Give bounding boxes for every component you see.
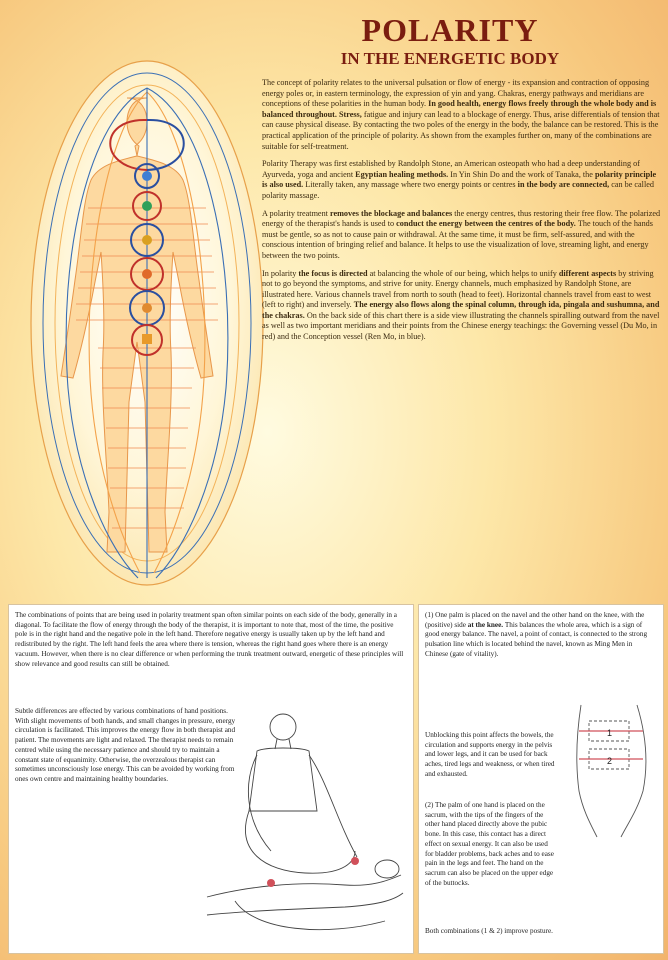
text-segment: The navel, a point of contact, is connected to the strong pulsation line which is located behind the navel, known as Ming Men in Chinese (gate of vitality). bbox=[425, 630, 648, 658]
text-segment: Energy channels, much emphasized by Randolph Stone, are illustrated here. Various channels travel from north to south (head to feet). Horizontal channels travel from east to west (left to right) and inversely. bbox=[262, 279, 652, 310]
title-block bbox=[250, 12, 650, 69]
treatment-principles-panel bbox=[8, 604, 414, 954]
diagram-label-1: 1 bbox=[607, 728, 613, 738]
text-segment: (1) One palm is placed on the navel and the other hand on the knee, with the (positive) side bbox=[425, 611, 645, 629]
page-subtitle: IN THE ENERGETIC BODY bbox=[340, 49, 560, 68]
text-segment: On the back side of this chart there is a side view illustrating the channels spiralling outward from the navel as well as two important meridians and their points from the Chinese energy teachings: the Governing vessel (Du Mo, in red) and the Conception vessel (Ren Mo, in blue). bbox=[262, 310, 660, 342]
text-segment-bold: the focus is directed bbox=[298, 268, 370, 278]
page-title: POLARITY bbox=[361, 12, 539, 48]
text-segment-bold: different aspects bbox=[558, 268, 619, 278]
combinations-note: Both combinations (1 & 2) improve posture. bbox=[425, 927, 553, 935]
text-segment: Literally taken, any massage where two energy points or centres bbox=[305, 180, 518, 190]
text-segment: at balancing the whole of our being, which helps to unify bbox=[369, 268, 559, 278]
intro-text-column bbox=[262, 78, 662, 350]
position-two-text: (2) The palm of one hand is placed on the sacrum, with the tips of the fingers of the other hand placed directly above the pubic bone. In this case, this contact has a direct effect on sexual energy. It can also be used for bladder problems, back aches and to ease pain in the legs and feet. The hand on the sacrum can also be placed on the upper edge of the buttocks. bbox=[425, 801, 554, 887]
text-segment: A polarity treatment bbox=[262, 208, 330, 218]
text-segment: fatigue and injury can lead to a blockage of energy. Thus, arise differentials of tension that can cause physical disease. By contacting the two poles of the energy in the body, the balance can be restored. This is the practical application of the principle of polarity. As shown from the examples further on, many of the combinations are suitable for self-treatment. bbox=[262, 109, 660, 151]
text-segment: The concept of polarity relates to the universal pulsation or flow of energy - its expansion and contraction of opposing energy poles or, in eastern terminology, the expression of yin and yang. Chakras, energy pathways and meridians are conceptions of these polarities in the human body. bbox=[262, 78, 650, 109]
text-segment-bold: Egyptian healing methods. bbox=[355, 169, 451, 179]
intro-paragraph-4 bbox=[262, 269, 662, 343]
text-segment: by striving not to go beyond the symptoms, and strive for unity. bbox=[262, 268, 654, 289]
intro-paragraph-2 bbox=[262, 159, 662, 201]
text-segment-bold: The energy also flows along the spinal column, through ida, pingala and sushumna, and the chakras. bbox=[262, 300, 660, 320]
torso-points-diagram bbox=[561, 701, 661, 841]
intro-paragraph-3 bbox=[262, 209, 662, 262]
principles-intro-text: The combinations of points that are being used in polarity treatment span often similar points on each side of the body, generally in a diagonal. To facilitate the flow of energy through the body of the therapist, it is important to note that, most of the time, the positive pole is in the right hand and the negative pole in the left hand. Therefore negative energy is usually taken up by the left hand and redistributed by the right. The left hand feels the area where there is tension, whereas the right hand goes where there is an energy vacuum. However, when there is no clear difference or when performing the trunk treatment outward, energetic of these principles will show relevance and good results can still be obtained. bbox=[15, 611, 404, 668]
text-segment-bold: removes the blockage and balances bbox=[329, 208, 455, 218]
text-segment-bold: at the knee. bbox=[467, 620, 505, 629]
diagram-label-2: 2 bbox=[607, 756, 613, 766]
text-segment: The touch of the hands must be gentle, so as not to cause pain or withdrawal. At the same time, it must be firm, self-assured, and with the conscious intention of bringing relief and balance. It helps to use the visualization of love, streaming light, and energy between the two points. bbox=[262, 219, 653, 260]
text-segment: Polarity Therapy was first established by Randolph Stone, an American osteopath who had a deep understanding of Ayurveda, yoga and ancient bbox=[262, 159, 640, 179]
position-one-effects: Unblocking this point affects the bowels, the circulation and supports energy in the pelvis and lower legs, and it can be used for back aches, tired legs and weakness, or when tired and exhausted. bbox=[425, 731, 555, 778]
text-segment: the energy centres, thus restoring their free flow. The polarized energy of the therapist's hands is used to bbox=[262, 208, 661, 229]
text-segment: This balances the whole area, which is a sign of good energy balance. bbox=[425, 620, 643, 639]
text-segment: In polarity bbox=[262, 268, 299, 278]
text-segment: In Yin Shin Do and the work of Tanaka, the bbox=[450, 169, 595, 179]
position-one-text bbox=[425, 611, 657, 660]
principles-side-text: Subtle differences are effected by various combinations of hand positions. With slight movements of both hands, and small changes in pressure, energy circulation is facilitated. This improves the energy flow in both therapist and patient. The movements are light and relaxed. The therapist needs to remain centred while using the necessary patience and should try to maintain a constant state of equanimity. Otherwise, the overzealous therapist can sometimes unconsciously lose energy. This can be avoided by working from ones own centre and maintaining healthy boundaries. bbox=[15, 707, 236, 783]
text-segment-bold: conduct the energy between the centres of the body. bbox=[396, 219, 578, 229]
text-segment: can be called polarity massage. bbox=[262, 180, 654, 200]
therapist-patient-sketch bbox=[205, 701, 409, 949]
text-segment-bold: In good health, energy flows freely through the whole body and is balanced throughout. Stress, bbox=[262, 99, 657, 119]
text-segment-bold: polarity principle is also used. bbox=[262, 169, 657, 190]
energy-body-illustration bbox=[28, 58, 266, 588]
text-segment-bold: in the body are connected, bbox=[517, 180, 612, 190]
hand-positions-panel bbox=[418, 604, 664, 954]
intro-paragraph-1 bbox=[262, 78, 662, 152]
